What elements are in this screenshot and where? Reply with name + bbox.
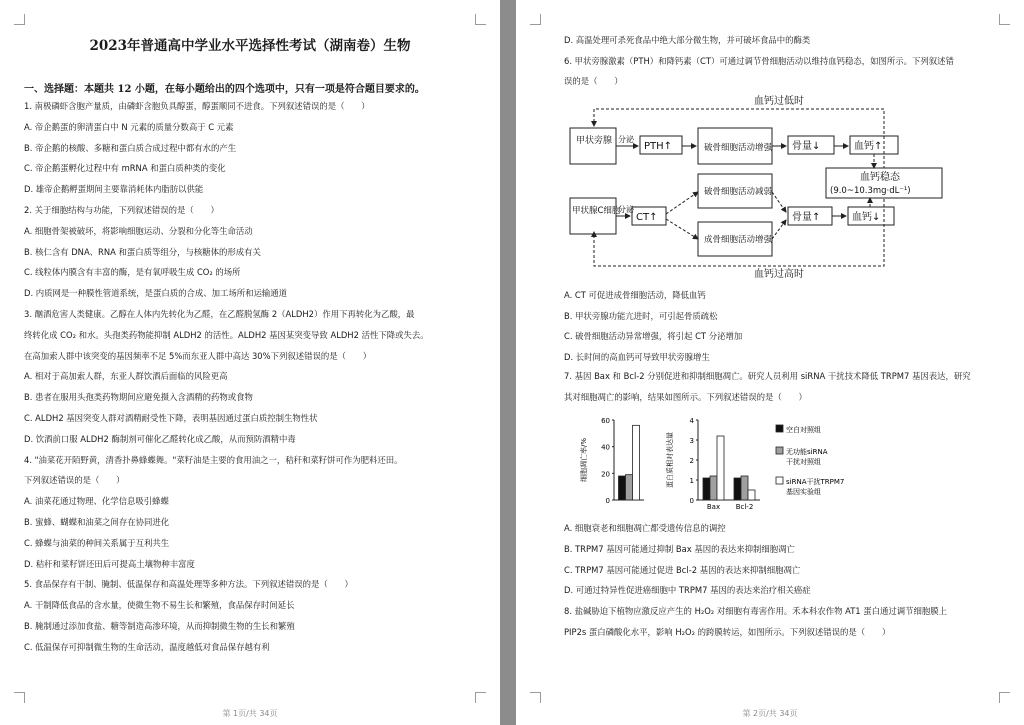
bar bbox=[734, 478, 741, 500]
text-line: 3. 酗酒危害人类健康。乙醇在人体内先转化为乙醛，在乙醛脱氢酶 2（ALDH2）作用下再转化为乙酸，最 bbox=[24, 309, 415, 319]
text-line: B. TRPM7 基因可能通过抑制 Bax 基因的表达来抑制细胞凋亡 bbox=[564, 543, 795, 554]
text-line: 5. 食品保存有干制、腌制、低温保存和高温处理等多种方法。下列叙述错误的是（ ） bbox=[24, 579, 353, 590]
ct-box: CT↑ bbox=[636, 212, 658, 223]
legend-swatch bbox=[776, 425, 783, 432]
crop-mark bbox=[530, 14, 541, 25]
text-line: C. 低温保存可抑制微生物的生命活动，温度越低对食品保存越有利 bbox=[24, 641, 270, 652]
secrete-label: 分泌 bbox=[618, 205, 634, 214]
crop-mark bbox=[999, 14, 1010, 25]
text-line: D. 雄帝企鹅孵蛋期间主要靠消耗体内脂肪以供能 bbox=[24, 184, 204, 195]
bar bbox=[717, 436, 724, 500]
text-line: A. 干制降低食品的含水量，使微生物不易生长和繁殖，食品保存时间延长 bbox=[24, 600, 295, 611]
bar bbox=[619, 476, 626, 500]
thyroid-c-box: 甲状腺C细胞 bbox=[572, 206, 621, 216]
text-line: C. TRPM7 基因可能通过促进 Bcl-2 基因的表达来抑制细胞凋亡 bbox=[564, 564, 801, 575]
text-line: 2. 关于细胞结构与功能，下列叙述错误的是（ ） bbox=[24, 205, 219, 215]
bone-up-box: 骨量↑ bbox=[792, 212, 821, 223]
text-line: A. 相对于高加索人群，东亚人群饮酒后面临的风险更高 bbox=[24, 371, 228, 382]
bar bbox=[703, 478, 710, 500]
text-line: B. 蜜蜂、蝴蝶和油菜之间存在协同进化 bbox=[24, 517, 170, 527]
osteoclast-down-box: 破骨细胞活动减弱 bbox=[704, 187, 773, 197]
crop-mark bbox=[530, 692, 541, 703]
text-line: 1. 南极磷虾含胞产量质，由磷虾含胞负具醇蛋，醇蛋顺同不进食。下列叙述错误的是（ ） bbox=[24, 101, 370, 111]
legend-swatch bbox=[776, 447, 783, 454]
legend-label: 基因实验组 bbox=[786, 488, 821, 496]
text-line: D. 饮酒前口服 ALDH2 酶制剂可催化乙醛转化成乙酸，从而预防酒精中毒 bbox=[24, 433, 296, 444]
text-line: A. 油菜花通过物理、化学信息吸引蜂蝶 bbox=[24, 496, 169, 507]
legend-swatch bbox=[776, 477, 783, 484]
y-tick-label: 20 bbox=[601, 470, 610, 479]
bar bbox=[633, 425, 640, 500]
y-tick-label: 0 bbox=[689, 497, 694, 505]
y-tick-label: 4 bbox=[689, 417, 694, 425]
text-line: C. 蜂蝶与油菜的种间关系属于互利共生 bbox=[24, 537, 170, 548]
y-axis-label: 细胞凋亡率/% bbox=[580, 437, 588, 483]
legend-label: 干扰对照组 bbox=[786, 458, 821, 466]
document-page-2 bbox=[516, 0, 1024, 725]
y-tick-label: 60 bbox=[601, 417, 610, 425]
text-line: 误的是（ ） bbox=[564, 76, 623, 86]
text-line: D. 高温处理可杀死食品中绝大部分微生物，并可破坏食品中的酶类 bbox=[564, 35, 811, 45]
apoptosis-bar-charts bbox=[580, 410, 845, 520]
text-line: 4. "油菜花开陌野黄，清香扑鼻蜂蝶舞。"菜籽油是主要的食用油之一，秸秆和菜籽饼可作为肥料还田。 bbox=[24, 454, 403, 465]
text-line: 8. 盐碱胁迫下植物应激反应产生的 H₂O₂ 对细胞有毒害作用。禾本科农作物 AT1 蛋白通过调节细胞膜上 bbox=[564, 606, 948, 616]
ca-down-box: 血钙↓ bbox=[852, 212, 881, 223]
text-line: B. 腌制通过添加食盐、糖等制造高渗环境，从而抑制微生物的生长和繁殖 bbox=[24, 621, 295, 631]
document-page-1 bbox=[0, 0, 500, 725]
text-line: D. 可通过特异性促进癌细胞中 TRPM7 基因的表达来治疗相关癌症 bbox=[564, 585, 811, 596]
text-line: B. 甲状旁腺功能亢进时，可引起骨质疏松 bbox=[564, 310, 718, 321]
x-tick-label: Bcl-2 bbox=[735, 503, 754, 511]
text-line: C. ALDH2 基因突变人群对酒精耐受性下降，表明基因通过蛋白质控制生物性状 bbox=[24, 413, 318, 423]
y-tick-label: 2 bbox=[689, 457, 694, 465]
text-line: A. 细胞衰老和细胞凋亡都受遗传信息的调控 bbox=[564, 523, 726, 533]
page-footer: 第 1页/共 34页 bbox=[222, 709, 278, 718]
text-line: D. 长时间的高血钙可导致甲状旁腺增生 bbox=[564, 351, 710, 362]
crop-mark bbox=[475, 692, 486, 703]
bar bbox=[710, 476, 717, 500]
text-line: C. 帝企鹅蛋孵化过程中有 mRNA 和蛋白质种类的变化 bbox=[24, 163, 226, 174]
text-line: 7. 基因 Bax 和 Bcl-2 分别促进和抑制细胞凋亡。研究人员利用 siRNA 干扰技术降低 TRPM7 基因表达，研究 bbox=[564, 371, 971, 381]
text-line: 终转化成 CO₂ 和水。头孢类药物能抑制 ALDH2 的活性。ALDH2 基因某突变导致 ALDH2 活性下降或失去。 bbox=[24, 329, 429, 340]
crop-mark bbox=[475, 14, 486, 25]
bone-down-box: 骨量↓ bbox=[792, 141, 821, 152]
text-line: A. CT 可促进成骨细胞活动，降低血钙 bbox=[564, 290, 706, 300]
crop-mark bbox=[999, 692, 1010, 703]
legend-label: 空白对照组 bbox=[786, 426, 821, 434]
y-tick-label: 0 bbox=[605, 497, 610, 505]
osteoblast-up-box: 成骨细胞活动增强 bbox=[704, 235, 773, 245]
text-line: 在高加索人群中该突变的基因频率不足 5%而东亚人群中高达 30%下列叙述错误的是（ ） bbox=[24, 350, 372, 361]
legend-label: 无功能siRNA bbox=[786, 448, 828, 456]
steady-state-box: 血钙稳态 bbox=[860, 172, 900, 183]
bottom-label: 血钙过高时 bbox=[754, 269, 804, 280]
bar bbox=[741, 476, 748, 500]
page-footer: 第 2页/共 34页 bbox=[742, 709, 798, 718]
text-line: C. 线粒体内膜含有丰富的酶，是有氧呼吸生成 CO₂ 的场所 bbox=[24, 267, 241, 278]
x-tick-label: Bax bbox=[706, 503, 721, 511]
text-line: 下列叙述错误的是（ ） bbox=[24, 475, 125, 486]
secrete-label: 分泌 bbox=[618, 135, 634, 144]
pth-box: PTH↑ bbox=[644, 141, 673, 152]
osteoclast-up-box: 破骨细胞活动增强 bbox=[704, 143, 773, 153]
text-line: 6. 甲状旁腺激素（PTH）和降钙素（CT）可通过调节骨细胞活动以维持血钙稳态，如图所示。下列叙述错 bbox=[564, 55, 954, 66]
y-tick-label: 40 bbox=[601, 443, 610, 452]
bar bbox=[748, 490, 755, 500]
y-tick-label: 3 bbox=[689, 437, 694, 445]
exam-title: 2023年普通高中学业水平选择性考试（湖南卷）生物 bbox=[89, 38, 411, 54]
text-line: B. 核仁含有 DNA、RNA 和蛋白质等组分，与核糖体的形成有关 bbox=[24, 246, 261, 257]
calcium-regulation-diagram bbox=[564, 94, 1004, 280]
text-line: C. 破骨细胞活动异常增强，将引起 CT 分泌增加 bbox=[564, 331, 743, 341]
text-line: PIP2s 蛋白磷酸化水平，影响 H₂O₂ 的跨膜转运，如图所示。下列叙述错误的是（ ） bbox=[564, 626, 891, 637]
text-line: A. 细胞骨架被破坏，将影响细胞运动、分裂和分化等生命活动 bbox=[24, 225, 253, 236]
bar bbox=[626, 475, 633, 500]
y-axis-label: 蛋白质相对表达量 bbox=[666, 432, 674, 488]
text-line: 其对细胞凋亡的影响，结果如图所示。下列叙述错误的是（ ） bbox=[564, 391, 807, 402]
crop-mark bbox=[14, 692, 25, 703]
text-line: B. 帝企鹅的核酸、多糖和蛋白质合成过程中都有水的产生 bbox=[24, 142, 237, 153]
page-gutter bbox=[500, 0, 516, 725]
steady-range: (9.0~10.3mg·dL⁻¹) bbox=[830, 186, 911, 196]
text-line: D. 内质网是一种膜性管道系统，是蛋白质的合成、加工场所和运输通道 bbox=[24, 288, 288, 299]
text-line: D. 秸秆和菜籽饼还田后可提高土壤物种丰富度 bbox=[24, 558, 195, 569]
section-heading: 一、选择题：本题共 12 小题，在每小题给出的四个选项中，只有一项是符合题目要求的。 bbox=[24, 84, 425, 95]
parathyroid-box: 甲状旁腺 bbox=[576, 136, 613, 146]
crop-mark bbox=[14, 14, 25, 25]
text-line: A. 帝企鹅蛋的卵清蛋白中 N 元素的质量分数高于 C 元素 bbox=[24, 121, 234, 132]
ca-up-box: 血钙↑ bbox=[854, 141, 883, 152]
top-label: 血钙过低时 bbox=[754, 96, 804, 107]
text-line: B. 患者在服用头孢类药物期间应避免摄入含酒精的药物或食物 bbox=[24, 392, 253, 403]
y-tick-label: 1 bbox=[689, 477, 694, 485]
legend-label: siRNA干扰TRPM7 bbox=[786, 478, 845, 486]
